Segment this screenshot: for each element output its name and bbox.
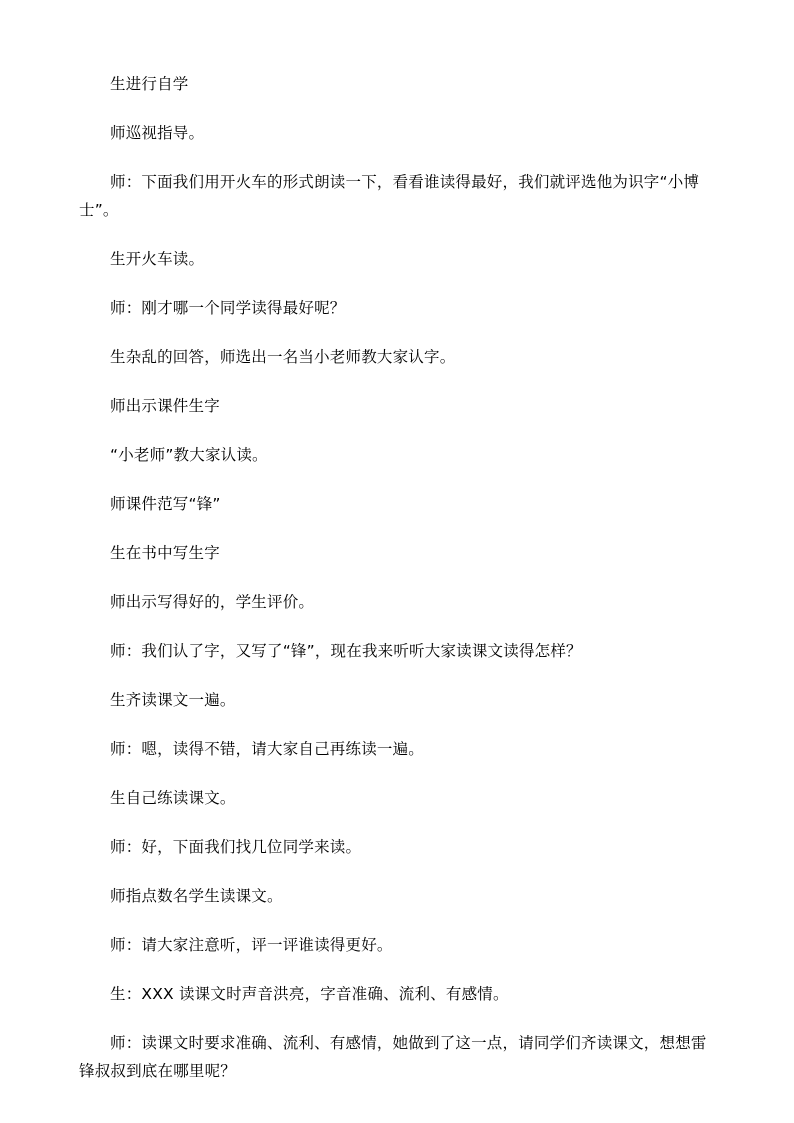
paragraph-20: 师：读课文时要求准确、流利、有感情，她做到了这一点，请同学们齐读课文，想想雷锋叔叔到底在哪里呢？ <box>79 1034 707 1080</box>
paragraph-1: 生进行自学 <box>110 75 189 93</box>
paragraph-5: 师：刚才哪一个同学读得最好呢？ <box>110 299 346 317</box>
paragraph-7: 师出示课件生字 <box>110 397 220 415</box>
paragraph-2: 师巡视指导。 <box>110 124 205 142</box>
paragraph-18: 师：请大家注意听，评一评谁读得更好。 <box>110 936 393 954</box>
paragraph-13: 生齐读课文一遍。 <box>110 691 236 709</box>
document-body <box>79 70 719 1106</box>
paragraph-8: “小老师”教大家认读。 <box>110 446 268 464</box>
paragraph-3: 师：下面我们用开火车的形式朗读一下，看看谁读得最好，我们就评选他为识字“小博士”。 <box>79 173 700 219</box>
paragraph-9: 师课件范写“锋” <box>110 495 221 513</box>
paragraph-15: 生自己练读课文。 <box>110 789 236 807</box>
paragraph-4: 生开火车读。 <box>110 250 205 268</box>
paragraph-16: 师：好，下面我们找几位同学来读。 <box>110 838 362 856</box>
paragraph-12: 师：我们认了字，又写了“锋”，现在我来听听大家读课文读得怎样？ <box>110 642 582 660</box>
paragraph-17: 师指点数名学生读课文。 <box>110 887 283 905</box>
paragraph-6: 生杂乱的回答，师选出一名当小老师教大家认字。 <box>110 348 456 366</box>
paragraph-11: 师出示写得好的，学生评价。 <box>110 593 315 611</box>
paragraph-14: 师：嗯，读得不错，请大家自己再练读一遍。 <box>110 740 425 758</box>
paragraph-19: 生：XXX 读课文时声音洪亮，字音准确、流利、有感情。 <box>110 985 509 1003</box>
paragraph-10: 生在书中写生字 <box>110 544 220 562</box>
